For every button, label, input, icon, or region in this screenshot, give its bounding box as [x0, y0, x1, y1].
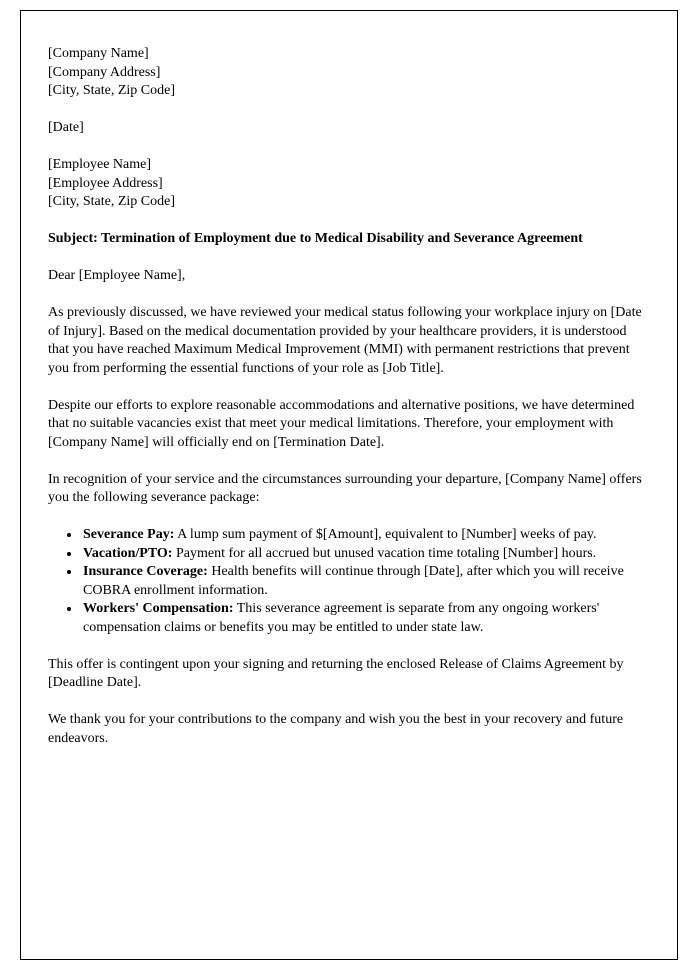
list-item-vacation-pto: [81, 545, 648, 564]
bullet-text: Payment for all accrued but unused vacation time totaling [Number] hours.: [175, 545, 597, 561]
bullet-label: Workers' Compensation:: [83, 601, 234, 616]
list-item-severance-pay: [81, 526, 648, 545]
bullet-label: Severance Pay:: [83, 527, 175, 542]
list-item-insurance-coverage: [81, 563, 648, 600]
salutation: Dear [Employee Name],: [48, 268, 186, 283]
letter-content: [21, 11, 677, 807]
bullet-text: A lump sum payment of $[Amount], equivalent to [Number] weeks of pay.: [177, 527, 597, 542]
date-line: [Date]: [48, 120, 84, 135]
severance-list: [48, 526, 648, 637]
bullet-label: Vacation/PTO:: [83, 545, 173, 561]
paragraph-termination: Despite our efforts to explore reasonable accommodations and alternative positions, we have determined that no suitable vacancies exist that meet your medical limitations. Therefore, your employment with [Company Name] will officially end on [Termination Date].: [48, 397, 635, 450]
paragraph-closing: We thank you for your contributions to the company and wish you the best in your recovery and future endeavors.: [48, 712, 624, 746]
bullet-label: Insurance Coverage:: [83, 564, 208, 579]
recipient-city-state-zip: [City, State, Zip Code]: [48, 194, 176, 209]
list-item-workers-compensation: [81, 600, 648, 637]
sender-company-name: [Company Name]: [48, 46, 149, 61]
recipient-address: [Employee Address]: [48, 175, 163, 191]
sender-company-address: [Company Address]: [48, 64, 161, 80]
bullet-text: Health benefits will continue through [Date], after which you will receive COBRA enrollment information.: [83, 564, 624, 598]
recipient-name: [Employee Name]: [48, 157, 152, 172]
date-block: [48, 119, 648, 138]
letter-page: [20, 10, 678, 960]
sender-block: [48, 45, 648, 101]
subject-line: Subject: Termination of Employment due to Medical Disability and Severance Agreement: [48, 231, 583, 246]
bullet-text: This severance agreement is separate from any ongoing workers' compensation claims or benefits you may be entitled to under state law.: [83, 601, 600, 635]
sender-city-state-zip: [City, State, Zip Code]: [48, 83, 176, 98]
recipient-block: [48, 156, 648, 212]
paragraph-medical-status: As previously discussed, we have reviewed your medical status following your workplace injury on [Date of Injury]. Based on the medical documentation provided by your healthcare providers, it is understood that you have reached Maximum Medical Improvement (MMI) with permanent restrictions that prevent you from performing the essential functions of your role as [Job Title].: [48, 305, 642, 376]
paragraph-contingency: This offer is contingent upon your signing and returning the enclosed Release of Claims Agreement by [Deadline Date].: [48, 656, 624, 690]
paragraph-severance-intro: In recognition of your service and the circumstances surrounding your departure, [Company Name] offers you the following severance package:: [48, 471, 642, 505]
